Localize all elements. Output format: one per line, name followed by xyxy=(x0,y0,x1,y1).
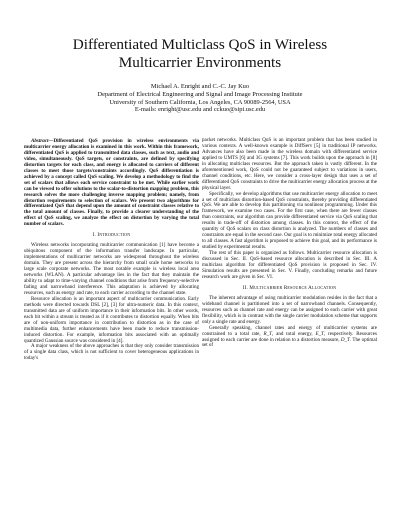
symbol-et: E_T xyxy=(315,330,324,337)
affiliation-line-1: Department of Electrical Engineering and Signal and Image Processing Institute xyxy=(97,90,303,98)
intro-paragraph-1: Wireless networks incorporating multicarrier communication [1] have become a ubiquitous component of the information transfer landscape. In particular, implementations of multicarrier networks are widespread throughout the wireless domain. They are present across the hierarchy from small scale home networks to large scale corporate networks. The most notable example is wireless local area networks (WLAN). A particular advantage lies in the fact that they maintain the ability to adapt to time-varying channel conditions that arise from frequency-selective fading and narrowband interference. This adaptation is achieved by allocating resources, such as energy and rate, to each carrier according to the channel state. xyxy=(24,242,199,296)
right-paragraph-1: packet networks. Multiclass QoS is an important problem that has been studied in various contexts. A well-known example is DiffServ [5] in traditional IP networks. Advances have also been made in the wireless domain with differentiated service applied to UMTS [6] and 3G systems [7]. This work builds upon the approach in [8] in allocating multiclass resources. But the approach taken is vastly different. In the aforementioned work, QoS could not be guaranteed subject to variations in users, channel conditions, etc. Here, we consider a cross-layer design that uses a set of differentiated QoS constraints to drive the multicarrier energy allocation process at the physical layer. xyxy=(202,137,377,191)
title-line-1: Differentiated Multiclass QoS in Wireless xyxy=(72,36,328,53)
author-emails: E-mails: enright@usc.edu and cckuo@sipi.usc.edu xyxy=(134,106,266,114)
intro-paragraph-2: Resource allocation is an important aspect of multicarrier communication. Early methods were directed towards DSL [2], [3] for ultra-numeric data. In this context, transmitted data are of uniform importance in their information bits. In other words, each bit within a stream is treated as if it contributes to distortion equally. When bits are of non-uniform importance in contribution to distortion as in the case of multimedia data, further enhancements have been made to reduce transmission-induced distortion. For example, information bits associated with an optimally quantized Gaussian source was considered in [4]. xyxy=(24,295,199,344)
abstract-lead: Abstract— xyxy=(31,138,54,144)
title-line-2: Multicarrier Environments xyxy=(118,54,282,71)
paper-title xyxy=(0,36,400,72)
abstract-text: Differentiated QoS provision in wireless environments via multicarrier energy allocation is examined in this work. Within this framework, differentiated QoS is applied to transmitted data classes, such as text, audio and video, simultaneously. QoS targets, or constraints, are defined by specifying distortion targets for each class, and energy is allocated to carriers of different classes to meet those targets/constraints accordingly. QoS differentiation is achieved by a concept called QoS scaling. We develop a methodology to find the set of scalars that allows each service constraint to be met. While earlier work can be viewed to offer solutions to the scalar-to-distortion mapping problem, this research solves the more challenging inverse mapping problem; namely, from distortion requirements to selection of scalars. We present two algorithms for differentiated QoS that depend upon the amount of constraint classes relative to the total amount of classes. Finally, to provide a clearer understanding of the effect of QoS scaling, we analyze the effect on distortion by varying the total number of scalars. xyxy=(24,138,199,228)
affiliation-line-2: University of Southern California, Los Angeles, CA 90089-2564, USA xyxy=(109,98,291,106)
symbol-rt: R_T xyxy=(263,330,272,337)
symbol-dt: D_T xyxy=(340,336,350,343)
section-heading-introduction: I. Introduction xyxy=(92,232,131,239)
right-column xyxy=(202,138,377,349)
author-names: Michael A. Enright and C.-C. Jay Kuo xyxy=(150,83,250,90)
abstract xyxy=(24,139,199,228)
p5-part-d: . The optimal set of xyxy=(202,336,377,349)
right-paragraph-2: Specifically, we develop algorithms that use multicarrier energy allocation to meet a set of multiclass distortion-based QoS constraints, thereby providing differentiated QoS. We are able to develop this partitioning via nonlinear programming. Under this framework, we examine two cases. For the first case, when there are fewer classes than constraints, our algorithm can provide differentiated service via QoS scaling that results in trade-off of distortion among classes. In this context, the effect of the quantity of QoS scalars on class distortion is analyzed. The numbers of classes and constraints are equal in the second case. Our goal is to minimize total energy allocated to all classes. A fast algorithm is proposed to achieve this goal, and its performance is studied by experimental results. xyxy=(202,190,377,251)
right-paragraph-3: The rest of this paper is organized as follows. Multicarrier resource allocation is discussed in Sec. II. QoS-based resource allocation is described in Sec. III. A multiclass algorithm for differentiated QoS provision is proposed in Sec. IV. Simulation results are presented in Sec. V. Finally, concluding remarks and future research work are given in Sec. VI. xyxy=(202,250,377,280)
left-column xyxy=(24,139,199,362)
author-block xyxy=(0,83,400,114)
right-paragraph-5: Generally speaking, channel rates and energy of multicarrier systems are constrained to a total rate, R_T, and total energy, E_T, respectively. Resources assigned to each carrier are done in relation to a distortion measure, D_T. The optimal set of xyxy=(202,324,377,349)
p5-part-b: and total energy, xyxy=(276,330,313,337)
right-paragraph-4: The inherent advantage of using multicarrier modulation resides in the fact that a wideband channel is partitioned into a set of narrowband channels. Consequently, resources such as channel rate and energy can be assigned to each carrier with great flexibility, which is in contrast with the single carrier modulation scheme that supports only a single rate and energy. xyxy=(202,294,377,325)
p5-part-a: Generally speaking, channel rates and energy of multicarrier systems are constrained to a total rate, xyxy=(202,324,377,337)
intro-paragraph-3: A major weakness of the above approaches is that they only consider transmission of a single data class, which is not sufficient to cover heterogeneous applications in today's xyxy=(24,343,199,362)
p5-part-c: respectively. Resources assigned to each carrier are done in relation to a distortion measure, xyxy=(202,330,377,343)
section-heading-resource-allocation: II. Multicarrier Resource Allocation xyxy=(242,284,337,291)
